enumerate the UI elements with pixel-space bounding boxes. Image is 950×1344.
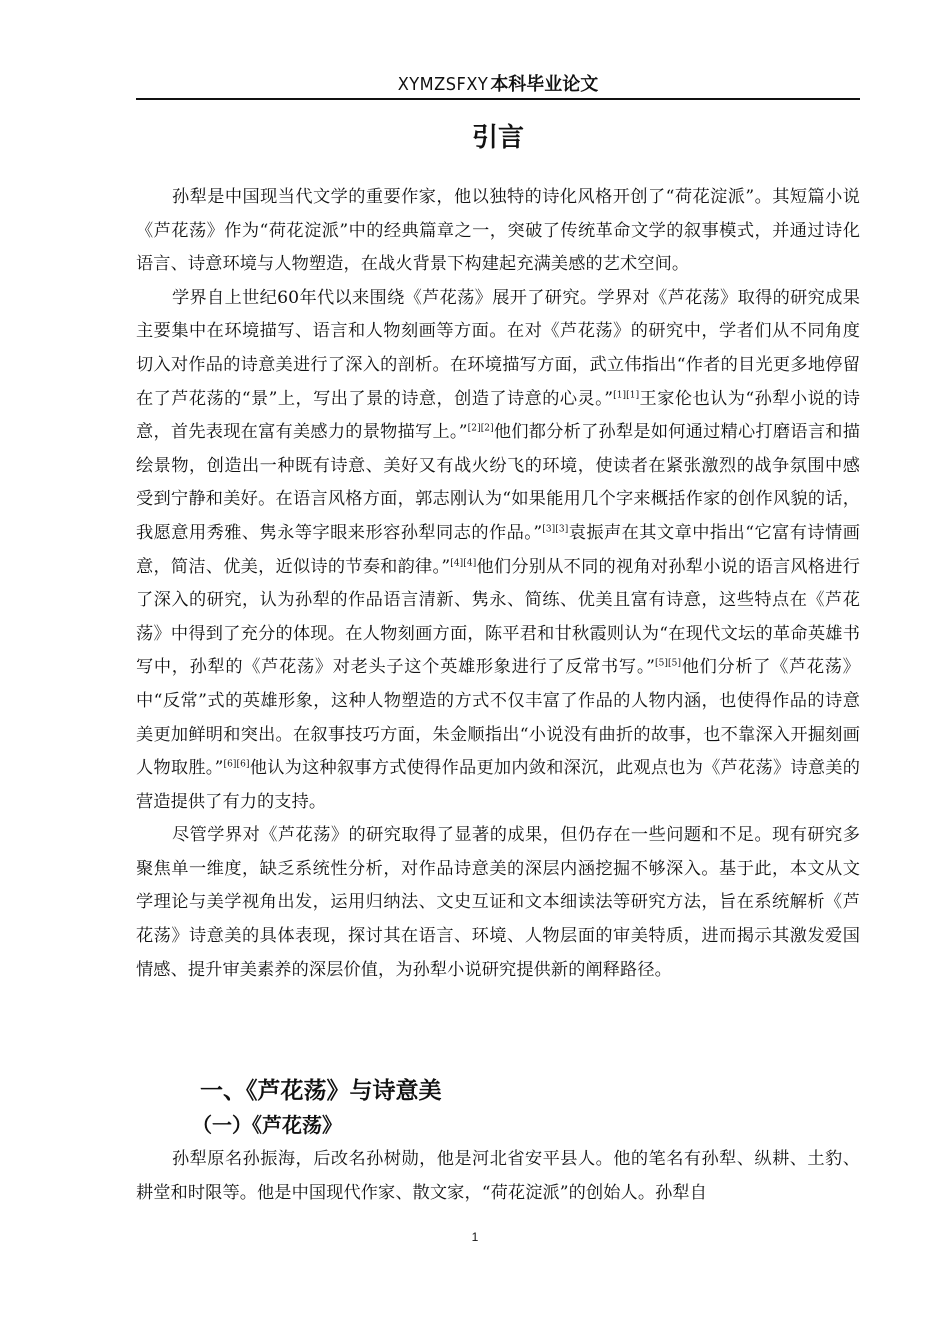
paragraph-text: 袁振声在其文章中指出“它富有诗情画意，简洁、优美，近似诗的节奏和韵律。” bbox=[136, 522, 860, 577]
section-paragraph: 孙犁原名孙振海，后改名孙树勋，他是河北省安平县人。他的笔名有孙犁、纵耕、土豹、耕堂和时限等。他是中国现代作家、散文家，“荷花淀派”的创始人。孙犁自 bbox=[136, 1149, 860, 1203]
section-body bbox=[136, 1143, 860, 1210]
running-header bbox=[136, 72, 860, 98]
section-heading: 一、《芦花荡》与诗意美 bbox=[200, 1078, 442, 1104]
citation-marker: [5][5] bbox=[655, 659, 682, 670]
paragraph-text: 尽管学界对《芦花荡》的研究取得了显著的成果，但仍存在一些问题和不足。现有研究多聚焦单一维度，缺乏系统性分析，对作品诗意美的深层内涵挖掘不够深入。基于此，本文从文学理论与美学视角出发，运用归纳法、文史互证和文本细读法等研究方法，旨在系统解析《芦花荡》诗意美的具体表现，探讨其在语言、环境、人物层面的审美特质，进而揭示其激发爱国情感、提升审美素养的深层价值，为孙犁小说研究提供新的阐释路径。 bbox=[136, 825, 860, 980]
subsection-heading: （一）《芦花荡》 bbox=[192, 1113, 342, 1137]
intro-body bbox=[136, 181, 860, 987]
page-number: 1 bbox=[471, 1230, 479, 1244]
paragraph-text: 学界自上世纪60年代以来围绕《芦花荡》展开了研究。学界对《芦花荡》取得的研究成果主要集中在环境描写、语言和人物刻画等方面。在对《芦花荡》的研究中，学者们从不同角度切入对作品的诗意美进行了深入的剖析。在环境描写方面，武立伟指出“作者的目光更多地停留在了芦花荡的“景”上，写出了景的诗意，创造了诗意的心灵。” bbox=[136, 287, 860, 409]
paragraph-text: 他们分别从不同的视角对孙犁小说的语言风格进行了深入的研究，认为孙犁的作品语言清新、隽永、简练、优美且富有诗意，这些特点在《芦花荡》中得到了充分的体现。在人物刻画方面，陈平君和甘秋霞则认为“在现代文坛的革命英雄书写中，孙犁的《芦花荡》对老头子这个英雄形象进行了反常书写。” bbox=[136, 556, 861, 678]
citation-marker: [1][1] bbox=[613, 390, 640, 401]
paragraph-text: 他们都分析了孙犁是如何通过精心打磨语言和描绘景物，创造出一种既有诗意、美好又有战火纷飞的环境，使读者在紧张激烈的战争氛围中感受到宁静和美好。在语言风格方面，郭志刚认为“如果能用几个字来概括作家的创作风貌的话，我愿意用秀雅、隽永等字眼来形容孙犁同志的作品。” bbox=[136, 422, 860, 543]
citation-marker: [3][3] bbox=[542, 524, 569, 535]
paragraph-text: 他认为这种叙事方式使得作品更加内敛和深沉，此观点也为《芦花荡》诗意美的营造提供了有力的支持。 bbox=[136, 758, 860, 812]
paragraph-text: 孙犁是中国现当代文学的重要作家，他以独特的诗化风格开创了“荷花淀派”。其短篇小说《芦花荡》作为“荷花淀派”中的经典篇章之一，突破了传统革命文学的叙事模式，并通过诗化语言、诗意环境与人物塑造，在战火背景下构建起充满美感的艺术空间。 bbox=[136, 187, 860, 275]
header-code: XYMZSFXY bbox=[397, 74, 489, 95]
body-paragraph bbox=[136, 181, 860, 282]
header-rule bbox=[136, 98, 860, 100]
citation-marker: [4][4] bbox=[450, 558, 477, 569]
header-label: 本科毕业论文 bbox=[490, 74, 599, 95]
page-title: 引言 bbox=[471, 123, 524, 153]
citation-marker: [2][2] bbox=[467, 423, 494, 434]
body-paragraph bbox=[136, 819, 860, 987]
paragraph-text: 他们分析了《芦花荡》中“反常”式的英雄形象，这种人物塑造的方式不仅丰富了作品的人物内涵，也使得作品的诗意美更加鲜明和突出。在叙事技巧方面，朱金顺指出“小说没有曲折的故事，也不靠深入开掘刻画人物取胜。” bbox=[136, 657, 860, 779]
citation-marker: [6][6] bbox=[223, 759, 250, 770]
paragraph-text: 王家伦也认为“孙犁小说的诗意，首先表现在富有美感力的景物描写上。” bbox=[136, 388, 860, 443]
body-paragraph bbox=[136, 282, 860, 820]
